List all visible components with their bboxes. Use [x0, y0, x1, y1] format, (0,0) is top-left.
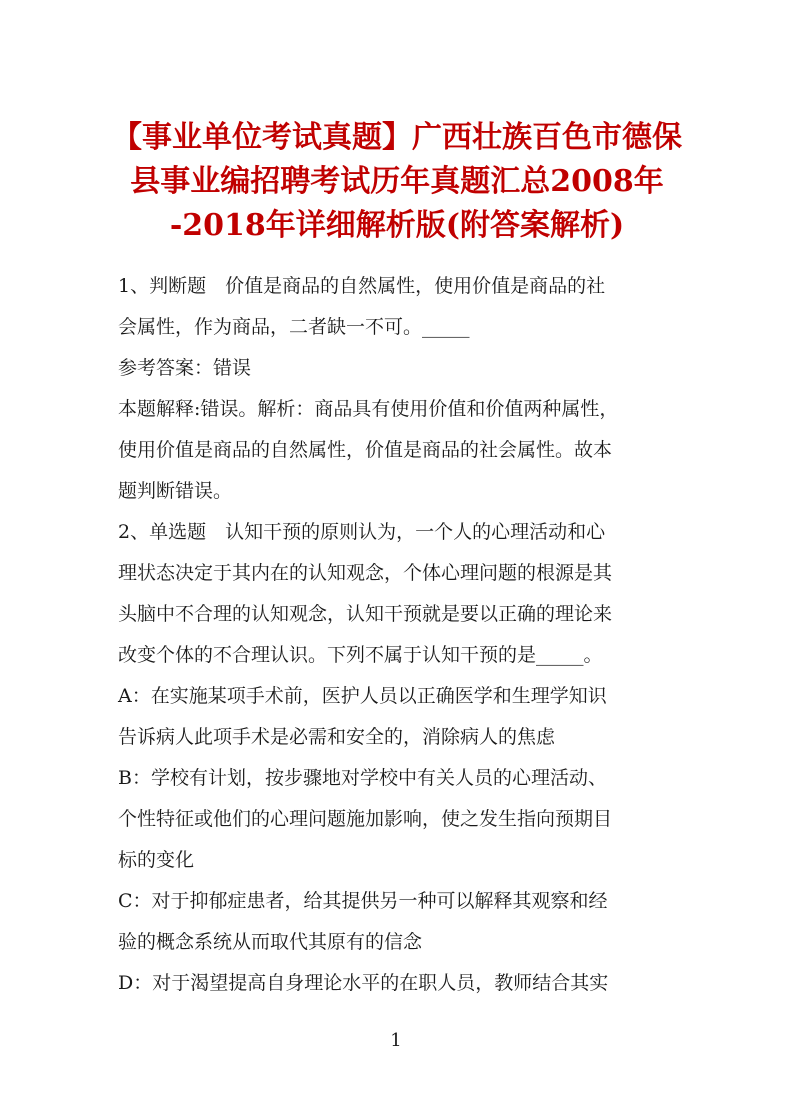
option-a: 告诉病人此项手术是必需和安全的，消除病人的焦虑 [118, 726, 556, 748]
option-b: 标的变化 [118, 849, 195, 871]
question-1 [118, 266, 678, 512]
question-2-text: 头脑中不合理的认知观念，认知干预就是要以正确的理论来 [118, 603, 613, 625]
page-number: 1 [390, 1030, 402, 1051]
title-line: 【事业单位考试真题】广西壮族百色市德保 [112, 120, 682, 155]
question-1-text: 1、判断题 价值是商品的自然属性，使用价值是商品的社 [118, 275, 606, 297]
option-b: 个性特征或他们的心理问题施加影响，使之发生指向预期目 [118, 808, 613, 830]
question-1-answer: 参考答案：错误 [118, 357, 252, 379]
document-title [112, 116, 682, 248]
question-2 [118, 512, 678, 1004]
option-c: C：对于抑郁症患者，给其提供另一种可以解释其观察和经 [118, 890, 608, 912]
question-1-explanation: 题判断错误。 [118, 480, 233, 502]
option-c: 验的概念系统从而取代其原有的信念 [118, 931, 423, 953]
question-1-explanation: 使用价值是商品的自然属性，价值是商品的社会属性。故本 [118, 439, 613, 461]
question-2-text: 理状态决定于其内在的认知观念，个体心理问题的根源是其 [118, 562, 613, 584]
document-body [118, 266, 678, 1004]
question-2-text: 2、单选题 认知干预的原则认为，一个人的心理活动和心 [118, 521, 606, 543]
question-1-explanation: 本题解释:错误。解析：商品具有使用价值和价值两种属性， [118, 398, 619, 420]
title-line: -2018年详细解析版(附答案解析) [169, 208, 625, 243]
option-d: D：对于渴望提高自身理论水平的在职人员，教师结合其实 [118, 972, 609, 994]
question-1-text: 会属性，作为商品，二者缺一不可。_____ [118, 316, 470, 338]
option-a: A：在实施某项手术前，医护人员以正确医学和生理学知识 [118, 685, 607, 707]
question-2-text: 改变个体的不合理认识。下列不属于认知干预的是_____。 [118, 644, 603, 666]
option-b: B：学校有计划，按步骤地对学校中有关人员的心理活动、 [118, 767, 607, 789]
title-line: 县事业编招聘考试历年真题汇总2008年 [130, 164, 664, 199]
